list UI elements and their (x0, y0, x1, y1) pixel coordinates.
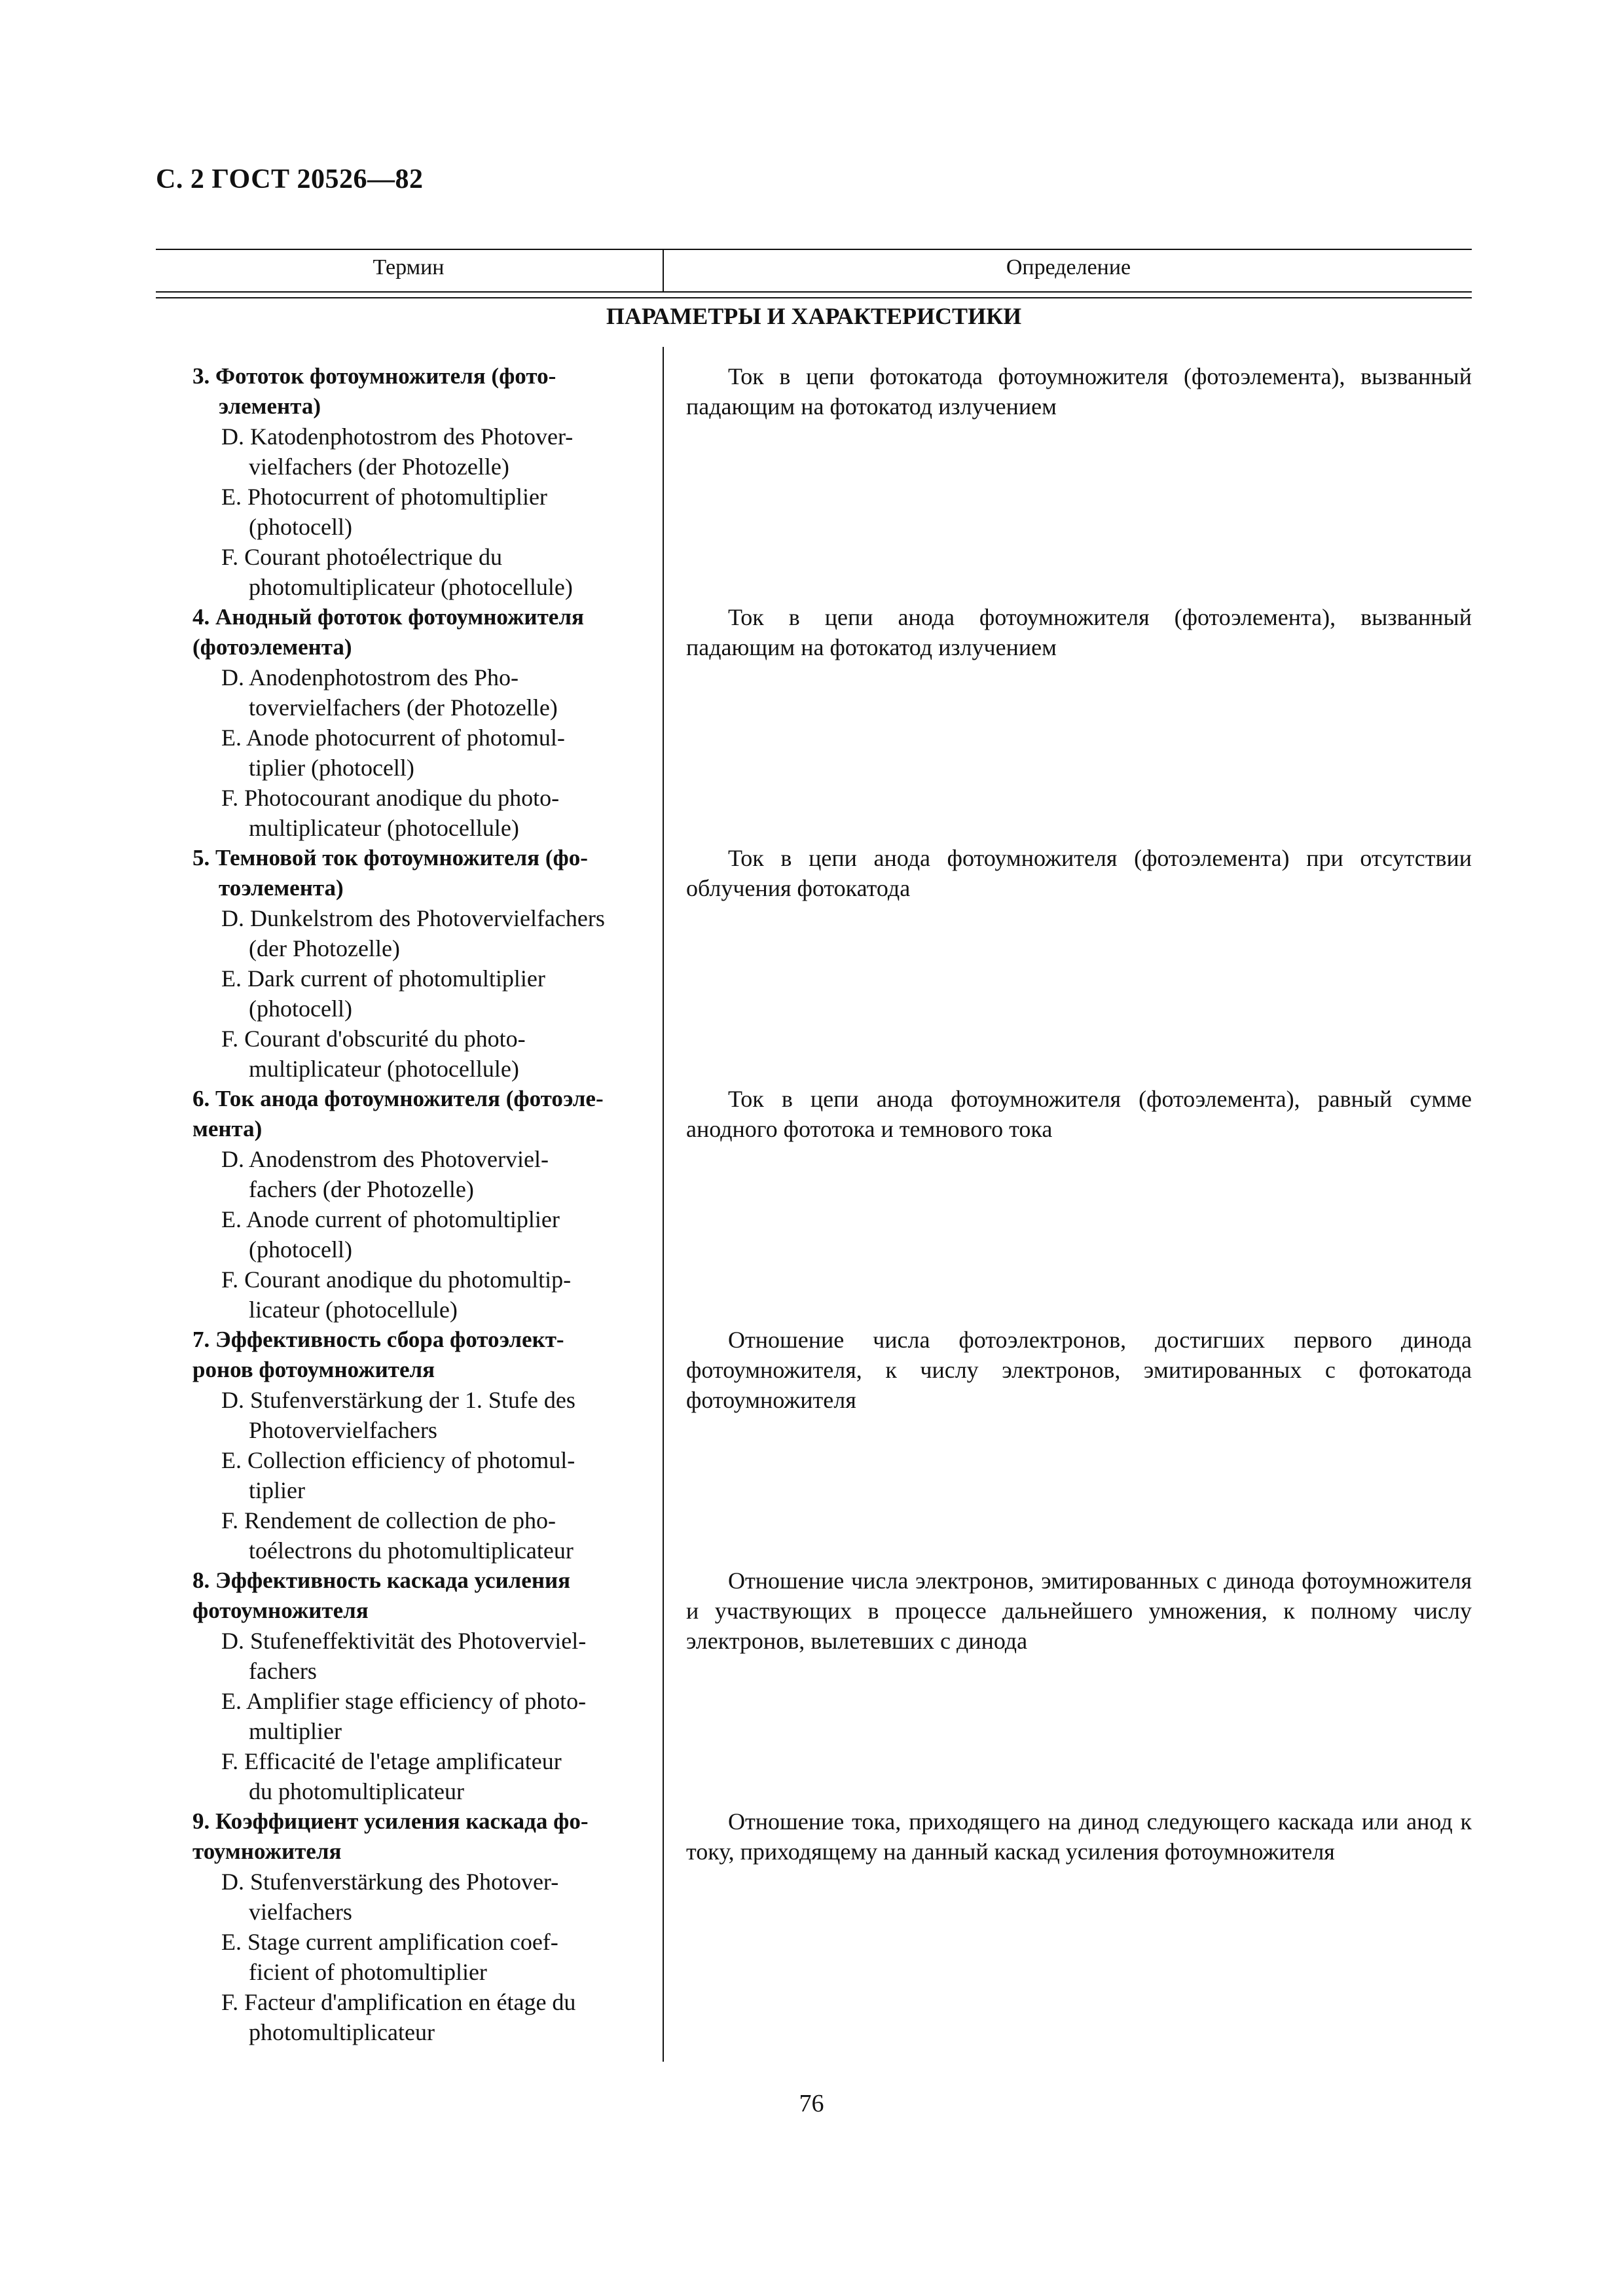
column-header-definition: Определение (1006, 255, 1131, 279)
term-lang-en: E. Anode photocurrent of photomul- (221, 725, 565, 751)
definition-cell: Ток в цепи анода фотоумножителя (фотоэлемента) при отсутствии облучения фотокатода (686, 845, 1472, 901)
term-lang-fr-cont: photomultiplicateur (photocellule) (249, 574, 573, 600)
term-title-cont: (фотоэлемента) (192, 634, 352, 660)
term-lang-en-cont: multiplier (249, 1718, 342, 1744)
term-title-cont: тоумножителя (192, 1839, 342, 1864)
table-top-rule (156, 249, 1472, 250)
column-divider-head (663, 249, 664, 293)
term-lang-fr-cont: du photomultiplicateur (249, 1778, 464, 1804)
term-lang-de: D. Stufenverstärkung des Photover- (221, 1869, 559, 1895)
page-number: 76 (799, 2090, 824, 2117)
table-header-rule-2 (156, 297, 1472, 298)
term-lang-fr-cont: multiplicateur (photocellule) (249, 1056, 519, 1082)
term-title-cont: тоэлемента) (219, 875, 344, 901)
term-lang-de: D. Katodenphotostrom des Photover- (221, 423, 574, 450)
term-lang-fr: F. Courant anodique du photomultip- (221, 1266, 572, 1293)
definition-cell: Отношение числа фотоэлектронов, достигших первого динода фотоумножителя, к числу электронов, эмитированных с фотокатода фотоумножителя (686, 1327, 1472, 1413)
term-lang-de: D. Anodenstrom des Photoverviel- (221, 1146, 549, 1172)
term-title: 5. Темновой ток фотоумножителя (фо- (192, 845, 588, 870)
term-lang-de-cont: (der Photozelle) (249, 935, 400, 961)
term-lang-en: E. Anode current of photomultiplier (221, 1206, 560, 1232)
term-lang-de-cont: vielfachers (249, 1899, 352, 1925)
term-lang-de-cont: Photovervielfachers (249, 1417, 437, 1443)
section-title: ПАРАМЕТРЫ И ХАРАКТЕРИСТИКИ (606, 303, 1022, 329)
page-header: С. 2 ГОСТ 20526—82 (156, 164, 424, 194)
term-lang-fr: F. Efficacité de l'etage amplificateur (221, 1748, 562, 1774)
term-lang-fr-cont: multiplicateur (photocellule) (249, 815, 519, 841)
term-lang-fr-cont: licateur (photocellule) (249, 1297, 458, 1323)
definition-cell: Ток в цепи фотокатода фотоумножителя (фотоэлемента), вызванный падающим на фотокатод излучением (686, 363, 1472, 420)
term-lang-en-cont: ficient of photomultiplier (249, 1959, 487, 1985)
term-lang-de-cont: tovervielfachers (der Photozelle) (249, 694, 558, 721)
term-lang-de: D. Stufenverstärkung der 1. Stufe des (221, 1387, 575, 1413)
term-lang-fr: F. Courant photoélectrique du (221, 544, 503, 570)
term-lang-en-cont: (photocell) (249, 1236, 352, 1263)
term-lang-en-cont: tiplier (photocell) (249, 755, 414, 781)
term-lang-fr: F. Courant d'obscurité du photo- (221, 1026, 526, 1052)
term-lang-en: E. Dark current of photomultiplier (221, 965, 545, 992)
term-lang-de: D. Stufeneffektivität des Photoverviel- (221, 1628, 587, 1654)
term-title: 7. Эффективность сбора фотоэлект- (192, 1327, 564, 1352)
term-lang-en-cont: tiplier (249, 1477, 305, 1503)
term-lang-en: E. Photocurrent of photomultiplier (221, 484, 547, 510)
term-lang-en: E. Amplifier stage efficiency of photo- (221, 1688, 587, 1714)
term-title: 4. Анодный фототок фотоумножителя (192, 604, 584, 630)
term-lang-en-cont: (photocell) (249, 514, 352, 540)
term-title-cont: ронов фотоумножителя (192, 1357, 435, 1382)
term-lang-en: E. Collection efficiency of photomul- (221, 1447, 575, 1473)
term-title: 8. Эффективность каскада усиления (192, 1568, 571, 1593)
term-lang-en: E. Stage current amplification coef- (221, 1929, 558, 1955)
term-lang-fr: F. Facteur d'amplification en étage du (221, 1989, 576, 2015)
term-title-cont: фотоумножителя (192, 1598, 369, 1623)
term-lang-fr-cont: toélectrons du photomultiplicateur (249, 1537, 574, 1564)
definition-cell: Ток в цепи анода фотоумножителя (фотоэлемента), вызванный падающим на фотокатод излучением (686, 604, 1472, 660)
term-lang-de-cont: vielfachers (der Photozelle) (249, 454, 509, 480)
table-header-rule (156, 291, 1472, 293)
definition-cell: Ток в цепи анода фотоумножителя (фотоэлемента), равный сумме анодного фототока и темнового тока (686, 1086, 1472, 1142)
term-lang-de-cont: fachers (der Photozelle) (249, 1176, 474, 1202)
term-lang-fr: F. Photocourant anodique du photo- (221, 785, 560, 811)
term-title: 6. Ток анода фотоумножителя (фотоэле- (192, 1086, 604, 1111)
term-title: 3. Фототок фотоумножителя (фото- (192, 363, 556, 389)
term-lang-de: D. Dunkelstrom des Photovervielfachers (221, 905, 605, 931)
term-lang-fr: F. Rendement de collection de pho- (221, 1507, 556, 1534)
term-title: 9. Коэффициент усиления каскада фо- (192, 1808, 589, 1834)
term-title-cont: элемента) (219, 393, 321, 419)
definition-cell: Отношение числа электронов, эмитированных с динода фотоумножителя и участвующих в процессе дальнейшего умножения, к полному числу электронов, вылетевших с динода (686, 1568, 1472, 1654)
column-header-term: Термин (373, 255, 445, 279)
definition-cell: Отношение тока, приходящего на динод следующего каскада или анод к току, приходящему на данный каскад усиления фотоумножителя (686, 1808, 1472, 1865)
term-lang-de: D. Anodenphotostrom des Pho- (221, 664, 519, 691)
term-lang-en-cont: (photocell) (249, 996, 352, 1022)
term-lang-de-cont: fachers (249, 1658, 317, 1684)
term-title-cont: мента) (192, 1116, 263, 1141)
term-lang-fr-cont: photomultiplicateur (249, 2019, 435, 2045)
